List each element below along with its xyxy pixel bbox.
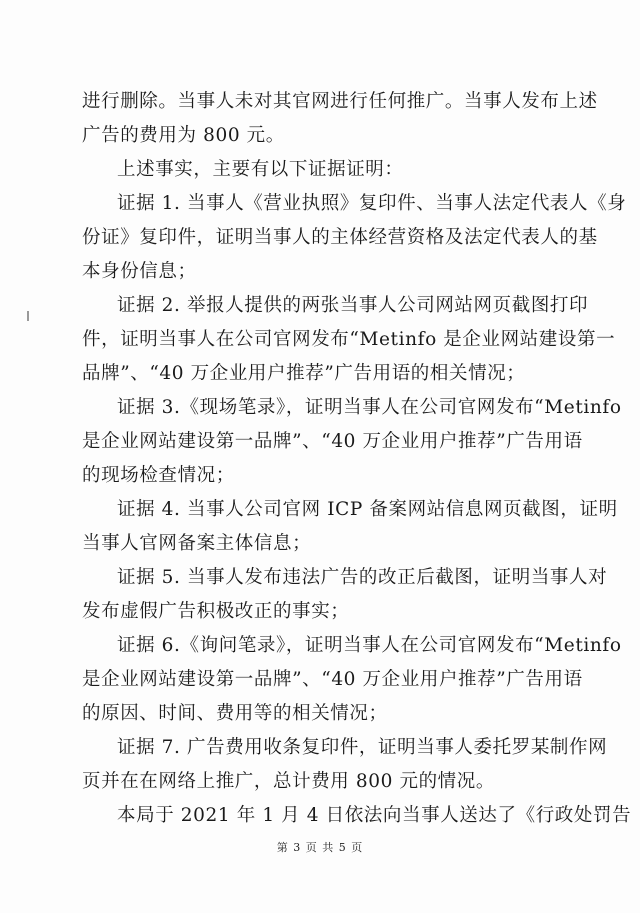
paragraph-line: 的原因、时间、费用等的相关情况； bbox=[82, 703, 388, 724]
paragraph-line: 广告的费用为 800 元。 bbox=[82, 125, 285, 146]
paragraph-line: 的现场检查情况； bbox=[82, 465, 235, 486]
paragraph-line: 证据 5. 当事人发布违法广告的改正后截图，证明当事人对 bbox=[117, 567, 608, 588]
paragraph-line: 发布虚假广告积极改正的事实； bbox=[82, 601, 350, 622]
paragraph-line: 份证》复印件，证明当事人的主体经营资格及法定代表人的基 bbox=[82, 227, 598, 248]
paragraph-line: 证据 3.《现场笔录》，证明当事人在公司官网发布“Metinfo bbox=[117, 397, 622, 418]
paragraph-line: 当事人官网备案主体信息； bbox=[82, 533, 312, 554]
scan-artifact bbox=[27, 311, 29, 321]
paragraph-line: 件，证明当事人在公司官网发布“Metinfo 是企业网站建设第一 bbox=[82, 329, 616, 350]
paragraph-line: 进行删除。当事人未对其官网进行任何推广。当事人发布上述 bbox=[82, 91, 598, 112]
paragraph-line: 证据 4. 当事人公司官网 ICP 备案网站信息网页截图，证明 bbox=[117, 499, 618, 520]
paragraph-line: 本局于 2021 年 1 月 4 日依法向当事人送达了《行政处罚告 bbox=[117, 805, 632, 826]
paragraph-line: 是企业网站建设第一品牌”、“40 万企业用户推荐”广告用语 bbox=[82, 431, 583, 452]
page-number-footer: 第 3 页 共 5 页 bbox=[276, 841, 364, 854]
paragraph-line: 证据 6.《询问笔录》，证明当事人在公司官网发布“Metinfo bbox=[117, 635, 622, 656]
paragraph-line: 上述事实，主要有以下证据证明： bbox=[117, 159, 404, 180]
paragraph-line: 证据 1. 当事人《营业执照》复印件、当事人法定代表人《身 bbox=[117, 193, 627, 214]
paragraph-line: 证据 2. 举报人提供的两张当事人公司网站网页截图打印 bbox=[117, 295, 589, 316]
paragraph-line: 证据 7. 广告费用收条复印件，证明当事人委托罗某制作网 bbox=[117, 737, 608, 758]
paragraph-line: 页并在在网络上推广，总计费用 800 元的情况。 bbox=[82, 771, 495, 792]
paragraph-line: 品牌”、“40 万企业用户推荐”广告用语的相关情况； bbox=[82, 363, 526, 384]
paragraph-line: 是企业网站建设第一品牌”、“40 万企业用户推荐”广告用语 bbox=[82, 669, 583, 690]
paragraph-line: 本身份信息； bbox=[82, 261, 197, 282]
